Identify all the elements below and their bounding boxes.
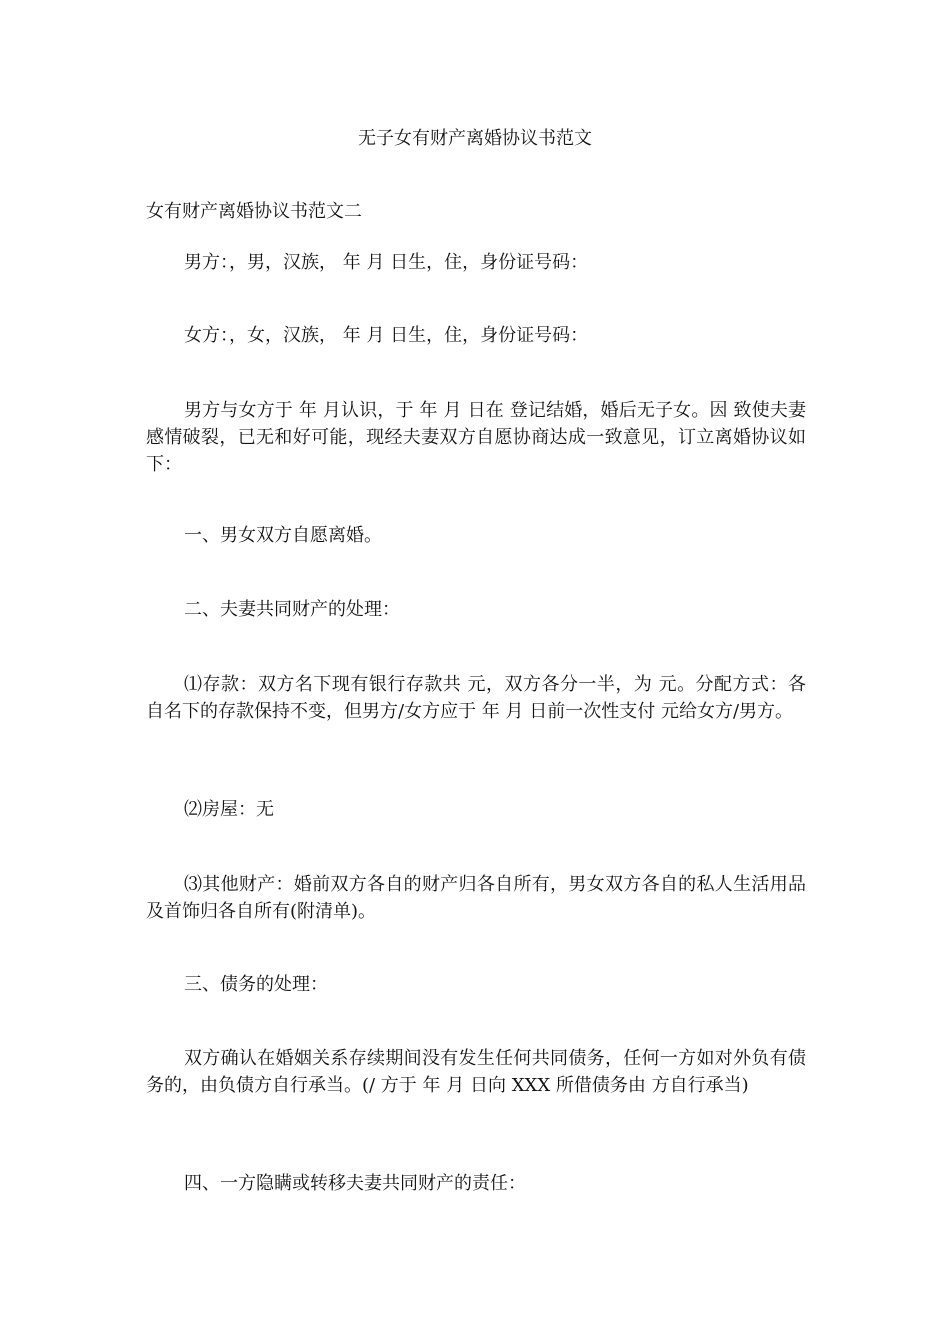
other-property-paragraph: ⑶其他财产：婚前双方各自的财产归各自所有，男女双方各自的私人生活用品及首饰归各自所有(附清单)。 xyxy=(146,874,806,922)
debt-paragraph: 双方确认在婚姻关系存续期间没有发生任何共同债务，任何一方如对外负有债务的，由负债方自行承当。(/ 方于 年 月 日向 XXX 所借债务由 方自行承当) xyxy=(146,1048,806,1096)
male-party-paragraph: 男方：，男，汉族， 年 月 日生，住，身份证号码： xyxy=(184,252,589,273)
subtitle-paragraph: 女有财产离婚协议书范文二 xyxy=(146,201,362,222)
document-title: 无子女有财产离婚协议书范文 xyxy=(358,128,592,149)
clause-2-heading: 二、夫妻共同财产的处理： xyxy=(184,599,400,620)
clause-3-heading: 三、债务的处理： xyxy=(184,974,328,995)
clause-1-paragraph: 一、男女双方自愿离婚。 xyxy=(184,525,382,546)
housing-paragraph: ⑵房屋：无 xyxy=(184,799,274,820)
female-party-paragraph: 女方：，女，汉族， 年 月 日生，住，身份证号码： xyxy=(184,325,589,346)
marriage-background-paragraph: 男方与女方于 年 月认识，于 年 月 日在 登记结婚，婚后无子女。因 致使夫妻感情破裂，已无和好可能，现经夫妻双方自愿协商达成一致意见，订立离婚协议如下： xyxy=(146,400,806,475)
savings-paragraph: ⑴存款：双方名下现有银行存款共 元，双方各分一半，为 元。分配方式：各自名下的存款保持不变，但男方/女方应于 年 月 日前一次性支付 元给女方/男方。 xyxy=(146,674,806,722)
clause-4-heading: 四、一方隐瞒或转移夫妻共同财产的责任： xyxy=(184,1173,526,1194)
